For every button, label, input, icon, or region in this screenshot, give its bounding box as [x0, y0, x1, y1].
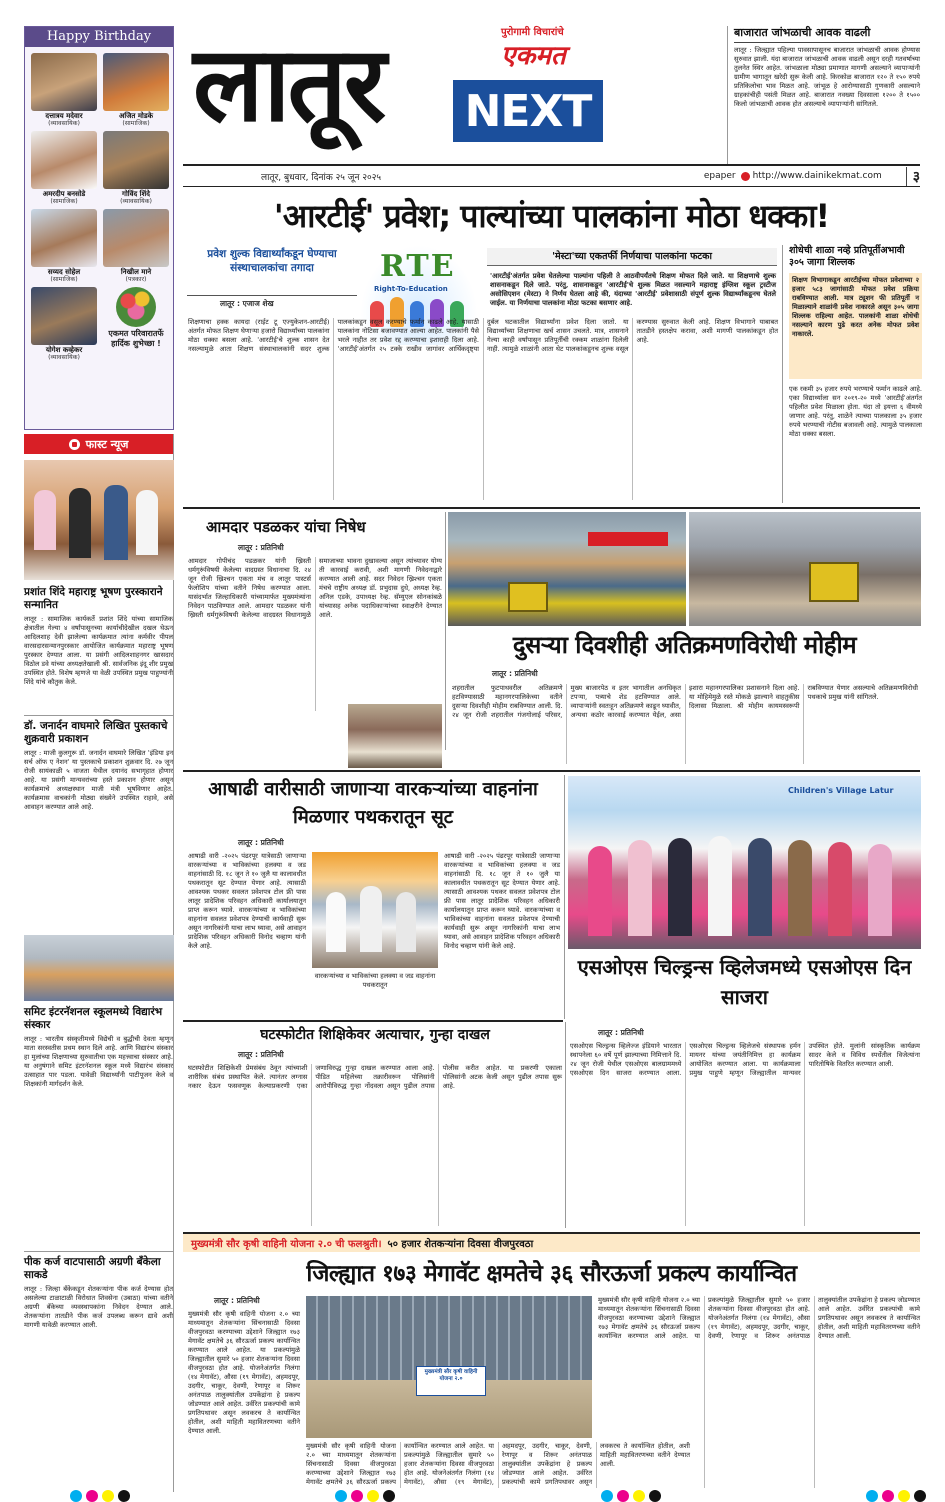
- birthday-name: योगेश कव्हेकर: [45, 346, 83, 354]
- avatar: [31, 131, 97, 189]
- solar-plant-photo: [306, 1296, 592, 1438]
- avatar: [31, 53, 97, 111]
- birthday-name: निखील माने: [120, 268, 152, 276]
- warkari-photo: [312, 852, 438, 968]
- assault-headline: घटस्फोटीत शिक्षिकेवर अत्याचार, गुन्हा दाखल: [260, 1027, 490, 1043]
- sos-headline: एसओएस चिल्ड्रन्स व्हिलेजमध्ये एसओएस दिन साजरा: [577, 955, 912, 1009]
- fast-news-title: फास्ट न्यूज: [85, 437, 129, 451]
- birthday-greeting: [103, 287, 169, 361]
- solar-body-right: मुख्यमंत्री सौर कृषी वाहिनी योजना २.० च्या माध्यमातून शेतकऱ्यांना सिंचनासाठी दिवसा वीजपुरवठा करण्याच्या उद्देशाने जिल्ह्यात १७३ मेगावॅट क्षमतेचे ३६ सौरऊर्जा प्रकल्प कार्यान्वित करण्यात आले आहेत. या प्रकल्पांमुळे जिल्ह्यातील सुमारे ५० हजार शेतकऱ्यांना दिवसा वीजपुरवठा होत आहे. योजनेअंतर्गत निलंगा (१४ मेगावॅट), औसा (१९ मेगावॅट), अहमदपूर, उदगीर, चाकूर, देवणी, रेणापूर व शिरूर अनंतपाळ तालुक्यांतील उपकेंद्रांना हे प्रकल्प जोडण्यात आले आहेत. उर्वरित प्रकल्पांची कामे प्रगतिपथावर असून लवकरच ते कार्यान्वित होतील, अशी माहिती महावितरणच्या वतीने देण्यात आली.: [598, 1296, 920, 1340]
- avatar: [103, 209, 169, 267]
- masthead: [183, 22, 723, 164]
- lead-subhead: प्रवेश शुल्क विद्यार्थ्यांकडून घेण्याचा संस्थाचालकांचा तगादा: [187, 248, 357, 296]
- rte-logo: RTE Right-To-Education: [360, 245, 478, 345]
- award-photo: [24, 460, 174, 580]
- avatar: [31, 287, 97, 345]
- birthday-name: दत्तात्रय मदेवार: [45, 112, 83, 120]
- ashadhi-body-left: आषाढी वारी -२०२५ पंढरपूर यात्रेसाठी जाणाऱ्या वारकऱ्यांच्या व भाविकांच्या हलक्या व जड वाहनांसाठी दि. १८ जून ते १० जुलै या कालावधीत पथकरातून सूट देण्यात येणार आहे. त्यासाठी आवश्यक पथकर सवलत प्रवेशपत्र टोल फ्री पास लातूर प्रादेशिक परिवहन अधिकारी कार्यालयातून प्राप्त करून घ्यावे. वारकऱ्यांच्या व भाविकांच्या वाहनांना सवलत प्रवेशपत्र देण्याची कार्यवाही सुरू असून नागरिकांनी याचा लाभ घ्यावा, असे आवाहन प्रादेशिक परिवहन अधिकारी विनोद चव्हाण यांनी केले आहे.: [188, 852, 306, 950]
- school-photo: [24, 935, 174, 1001]
- encroachment-body: शहरातील फुटपाथवरील अतिक्रमणे हटविण्यासाठी महानगरपालिकेच्या वतीने दुसऱ्या दिवशीही मोहीम राबविण्यात आली. दि. २४ जून रोजी शहरातील गंजगोलाई परिसर, मुख्य बाजारपेठ व इतर भागातील अनधिकृत टपऱ्या, पत्र्याचे शेड हटविण्यात आले. व्यापाऱ्यांनी स्वतःहून अतिक्रमणे काढून घ्यावीत, अन्यथा कठोर कारवाई करण्यात येईल, असा इशारा महानगरपालिका प्रशासनाने दिला आहे. या मोहिमेमुळे रस्ते मोकळे झाल्याने वाहतुकीस दिलासा मिळाला. श्री मोहीम कायमस्वरूपी राबविण्यात येणार असल्याचे अतिक्रमणविरोधी पथकाचे प्रमुख यांनी सांगितले.: [452, 684, 918, 719]
- birthday-role: (सामाजिक): [50, 276, 78, 283]
- ashadhi-byline: लातूर : प्रतिनिधी: [238, 838, 284, 847]
- solar-sign: मुख्यमंत्री सौर कृषी वाहिनी योजना २.०: [416, 1366, 486, 1396]
- solar-byline: लातूर : प्रतिनिधी: [214, 1296, 260, 1305]
- news-body: लातूर : जिल्हा बँकेकडून शेतकऱ्यांना पीक कर्ज देण्यास होत असलेल्या टाळाटाळी विरोधात शिवसेना (उबाठा) यांच्या वतीने अग्रणी बँकेच्या व्यवस्थापकांना निवेदन देण्यात आले. शेतकऱ्यांना तातडीने पीक कर्ज उपलब्ध करून द्यावे अशी मागणी यावेळी करण्यात आली.: [24, 1285, 173, 1329]
- encroachment-headline: दुसऱ्या दिवशीही अतिक्रमणविरोधी मोहीम: [512, 631, 857, 659]
- protest-body: आमदार गोपीचंद पडळकर यांनी ख्रिस्ती धर्मगुरूंविषयी केलेल्या वादग्रस्त विधानाचा दि. २४ जून रोजी ख्रिश्चन एकता मंच व लातूर पास्टर्स फेलोशिप यांच्या वतीने निषेध करण्यात आला. यासंदर्भात जिल्हाधिकारी यांच्यामार्फत मुख्यमंत्र्यांना निवेदन पाठविण्यात आले. आमदार पडळकर यांनी ख्रिस्ती धर्मगुरूंविषयी केलेल्या वादग्रस्त विधानामुळे समाजाच्या भावना दुखावल्या असून त्यांच्यावर योग्य ती कारवाई करावी, अशी मागणी निवेदनाद्वारे करण्यात आली आहे. सदर निवेदन ख्रिश्चन एकता मंचचे राष्ट्रीय अध्यक्ष डॉ. प्रभुदास दुधे, अध्यक्ष रेव्ह. अनिल एडके, उपाध्यक्ष रेव्ह. सॅम्युएल सोनकांबळे यांच्यासह अनेक पदाधिकाऱ्यांच्या स्वाक्षरीने देण्यात आले.: [188, 557, 442, 619]
- birthday-grid: [25, 47, 173, 361]
- page-number: ३: [906, 167, 920, 186]
- avatar: [103, 131, 169, 189]
- dateline-rule: [183, 164, 920, 166]
- protest-byline: लातूर : प्रतिनिधी: [238, 543, 284, 552]
- birthday-name: अमरदीप बनसोडे: [42, 190, 86, 198]
- news-body: लातूर : भारतीय संस्कृतीमध्ये विद्येची व बुद्धीची देवता म्हणून माता सरस्वतीस प्रथम स्थान दिले आहे. आणि विद्यारंभ संस्कार हा मुलांच्या शिक्षणाच्या सुरुवातीचा एक महत्त्वाचा संस्कार आहे. या अनुषंगाने समिट इंटरनॅशनल स्कूल मध्ये विद्यारंभ संस्कार उत्साहात पार पडला. यावेळी विद्यार्थ्यांनी पाटीपूजन केले व शिक्षकांनी मार्गदर्शन केले.: [24, 1035, 173, 1088]
- birthday-role: (व्यावसायिक): [120, 198, 152, 205]
- top-right-story: [727, 26, 920, 166]
- solar-kicker-bar: [183, 1232, 920, 1252]
- protest-headline: आमदार पडळकर यांचा निषेध: [206, 518, 366, 536]
- birthday-person: [31, 287, 97, 361]
- lead-subhead-2: 'मेस्टा'च्या एकतर्फी निर्णयाचा पालकांना फटका: [487, 248, 777, 266]
- protest-photo: [348, 704, 442, 768]
- section-divider: [183, 1020, 563, 1022]
- sos-event-photo: Children's Village Latur: [568, 776, 921, 949]
- section-divider: [183, 507, 920, 509]
- story-body: लातूर : जिल्ह्यात पहिल्या पावसापासूनच बाजारात जांभळाची आवक होण्यास सुरुवात झाली. यंदा बाजारात जांभळाची आवक वाढली असून दरही गतवर्षाच्या तुलनेत स्थिर आहेत. जांभळाला मोठ्या प्रमाणात मागणी असल्याने व्यापाऱ्यांनी ग्रामीण भागातून खरेदी सुरू केली आहे. किरकोळ बाजारात १२० ते १५० रुपये प्रतिकिलोचा भाव मिळत आहे. जांभूळ हे आरोग्यासाठी गुणकारी असल्याने ग्राहकांचीही पसंती मिळत आहे. बाजारात नवख्या दिवसाला १२०० ते १५०० किलो जांभळाची आवक होत असल्याचे व्यापाऱ्यांनी सांगितले.: [734, 46, 920, 108]
- sos-byline: लातूर : प्रतिनिधी: [598, 1028, 644, 1037]
- birthday-role: (व्यावसायिक): [48, 120, 80, 127]
- ashadhi-body-right: आषाढी वारी -२०२५ पंढरपूर यात्रेसाठी जाणाऱ्या वारकऱ्यांच्या व भाविकांच्या हलक्या व जड वाहनांसाठी दि. १८ जून ते १० जुलै या कालावधीत पथकरातून सूट देण्यात येणार आहे. त्यासाठी आवश्यक पथकर सवलत प्रवेशपत्र टोल फ्री पास लातूर प्रादेशिक परिवहन अधिकारी कार्यालयातून प्राप्त करून घ्यावे. वारकऱ्यांच्या व भाविकांच्या वाहनांना सवलत प्रवेशपत्र देण्याची कार्यवाही सुरू असून नागरिकांनी याचा लाभ घ्यावा, असे आवाहन प्रादेशिक परिवहन अधिकारी विनोद चव्हाण यांनी केले आहे.: [444, 852, 560, 950]
- avatar: [103, 53, 169, 111]
- print-registration-marks: [70, 1490, 930, 1502]
- solar-body-mid: मुख्यमंत्री सौर कृषी वाहिनी योजना २.० च्या माध्यमातून शेतकऱ्यांना सिंचनासाठी दिवसा वीजपुरवठा करण्याच्या उद्देशाने जिल्ह्यात १७३ मेगावॅट क्षमतेचे ३६ सौरऊर्जा प्रकल्प कार्यान्वित करण्यात आले आहेत. या प्रकल्पांमुळे जिल्ह्यातील सुमारे ५० हजार शेतकऱ्यांना दिवसा वीजपुरवठा होत आहे. योजनेअंतर्गत निलंगा (१४ मेगावॅट), औसा (१९ मेगावॅट), अहमदपूर, उदगीर, चाकूर, देवणी, रेणापूर व शिरूर अनंतपाळ तालुक्यांतील उपकेंद्रांना हे प्रकल्प जोडण्यात आले आहेत. उर्वरित प्रकल्पांची कामे प्रगतिपथावर असून लवकरच ते कार्यान्वित होतील, अशी माहिती महावितरणच्या वतीने देण्यात आली.: [306, 1442, 690, 1486]
- assault-body: घटस्फोटीत शिक्षिकेशी प्रेमसंबंध ठेवून त्यांच्याशी शारीरिक संबंध प्रस्थापित केले. त्यानंतर लग्नास नकार देऊन फसवणूक केल्याप्रकरणी एका जणाविरुद्ध गुन्हा दाखल करण्यात आला आहे. पीडित महिलेच्या तक्रारीवरून पोलिसांनी आरोपीविरुद्ध गुन्हा नोंदवला असून पुढील तपास पोलीस करीत आहेत. या प्रकरणी एकाला पोलिसांनी अटक केली असून पुढील तपास सुरू आहे.: [188, 1064, 562, 1090]
- solar-body-left: मुख्यमंत्री सौर कृषी वाहिनी योजना २.० च्या माध्यमातून शेतकऱ्यांना सिंचनासाठी दिवसा वीजपुरवठा करण्याच्या उद्देशाने जिल्ह्यात १७३ मेगावॅट क्षमतेचे ३६ सौरऊर्जा प्रकल्प कार्यान्वित करण्यात आले आहेत. या प्रकल्पांमुळे जिल्ह्यातील सुमारे ५० हजार शेतकऱ्यांना दिवसा वीजपुरवठा होत आहे. योजनेअंतर्गत निलंगा (१४ मेगावॅट), औसा (१९ मेगावॅट), अहमदपूर, उदगीर, चाकूर, देवणी, रेणापूर व शिरूर अनंतपाळ तालुक्यांतील उपकेंद्रांना हे प्रकल्प जोडण्यात आले आहेत. उर्वरित प्रकल्पांची कामे प्रगतिपथावर असून लवकरच ते कार्यान्वित होतील, अशी माहिती महावितरणच्या वतीने देण्यात आली.: [188, 1310, 300, 1435]
- fast-news-column: [24, 434, 174, 1492]
- brand-logo: एकमत: [501, 41, 566, 71]
- news-headline: समिट इंटरनॅशनल स्कूलमध्ये विद्यारंभ संस्कार: [24, 1006, 163, 1031]
- news-body: लातूर : सामाजिक कार्यकर्ते प्रशांत शिंदे यांच्या सामाजिक क्षेत्रातील गेल्या ४ वर्षांपासूनच्या कार्याचीदेखील दखल घेऊन आदिलशाह देवी झालेल्या कार्यक्रमात त्यांना कर्मवीर पीपल वारसदारसन्मानपुरस्कार आयोजित कार्यक्रमात महाराष्ट्र भूषण पुरस्कार देण्यात आला. या प्रसंगी आदिलशाहनगर खासदार विठोल डवे यांच्या अध्यक्षतेखाली श्री. सार्वजनिक इंदू शीर प्रमुख उपस्थित होते. विशेष म्हणजे या वेळी उपस्थित प्रमुख पाहुण्यांनी शिंदे यांचे कौतुक केले.: [24, 615, 173, 686]
- sidebar-body: एक रकमी ३५ हजार रुपये भरण्याचे फर्मान काढले आहे. एका विद्यार्थ्याला सन २०१९-२० मध्ये 'आरटीई'अंतर्गत पहिलीत प्रवेश मिळाला होता. यंदा तो इयत्ता ६ वीमध्ये जाणार आहे. परंतु, शाळेने त्याच्या पालकाला ३५ हजार रुपये भरण्याची नोटीस बजावली आहे. त्यामुळे पालकाला मोठा धक्का बसला.: [789, 385, 922, 438]
- brand-tagline: पुरोगामी विचारांचे: [501, 27, 564, 38]
- globe-icon: [741, 172, 750, 181]
- news-headline: पीक कर्ज वाटपासाठी अग्रणी बँकेला साकडे: [24, 1251, 173, 1282]
- birthday-person: [31, 209, 97, 283]
- encroachment-photo-1: [448, 512, 686, 626]
- fast-news-header: [24, 434, 173, 454]
- flower-bouquet-icon: [116, 287, 156, 327]
- warkari-photo-caption: वारकऱ्यांच्या व भाविकांच्या हलक्या व जड वाहनांना पथकरातून: [314, 972, 436, 989]
- birthday-name: सय्यद सोहेल: [47, 268, 81, 276]
- news-body: लातूर : माजी कुलगुरू डॉ. जनार्दन वाघमारे लिखित 'इंडिया इन सर्च ऑफ ए नेशन' या पुस्तकाचे प्रकाशन शुक्रवार दि. २७ जून रोजी सायंकाळी ५ वाजता येथील दयानंद सभागृहात होणार आहे. या प्रसंगी मान्यवरांच्या हस्ते प्रकाशन होणार असून कार्यक्रमाचे अध्यक्षस्थान माजी मंत्री भूषविणार आहेत. कार्यक्रमास वाचकांनी मोठ्या संख्येने उपस्थित राहावे, असे आवाहन करण्यात आले आहे.: [24, 749, 173, 811]
- column-divider: [565, 1022, 566, 1228]
- story-headline: बाजारात जांभळाची आवक वाढली: [734, 26, 920, 43]
- news-headline: प्रशांत शिंदे महाराष्ट्र भूषण पुरस्काराने सन्मानित: [24, 586, 163, 611]
- birthday-person: [103, 209, 169, 283]
- birthday-role: (पत्रकार): [125, 276, 147, 283]
- birthday-name: गोविंद शिंदे: [122, 190, 150, 198]
- section-divider: [183, 770, 920, 772]
- birthday-role: (सामाजिक): [50, 198, 78, 205]
- dateline: लातूर, बुधवार, दिनांक २५ जून २०२५: [261, 172, 382, 183]
- birthday-person: [103, 131, 169, 205]
- sidebar-intro: शिक्षण विभागाकडून आरटीईच्या मोफत प्रवेशाच्या २ हजार ५८३ जागांसाठी मोफत प्रवेश प्रक्रिया राबविण्यात आली. मात्र ट्यूशन फी प्रतिपूर्ती न मिळाल्याने शाळांनी प्रवेश नाकारले असून ३०५ जागा शिल्लक राहिल्या आहेत. पालकांनी शाळा शोधेची नसल्याने कारण पुढे करत अनेक मोफत प्रवेश नाकारले.: [789, 273, 922, 379]
- column-divider: [445, 512, 446, 750]
- sidebar-headline: शोधेची शाळा नव्हे प्रतिपूर्तीअभावी ३०५ जागा शिल्लक: [789, 245, 905, 268]
- birthday-person: [31, 131, 97, 205]
- lead-intro: 'आरटीई'अंतर्गत प्रवेश घेतलेल्या पाल्यांना पहिली ते आठवीपर्यंतचे शिक्षण मोफत दिले जाते. या शिक्षणाचे शुल्क शासनाकडून दिले जाते. परंतु, शासनाकडून 'आरटीई'चे शुल्क मिळत नसल्याने महाराष्ट्र इंग्लिश स्कूल ट्रस्टीज असोसिएशन (मेस्टा) ने निर्णय घेतला आहे की, यंदाच्या 'आरटीई' प्रवेशासाठी संपूर्ण शुल्क विद्यार्थ्यांकडूनच घेतले जाईल. या निर्णयाचा पालकांना मोठा फटका बसणार आहे.: [490, 272, 776, 307]
- birthday-role: (व्यावसायिक): [48, 354, 80, 361]
- encroachment-byline: लातूर : प्रतिनिधी: [492, 669, 538, 678]
- lead-headline: 'आरटीई' प्रवेश; पाल्यांच्या पालकांना मोठा धक्का!: [273, 197, 830, 235]
- birthday-box: [24, 26, 174, 430]
- birthday-header: Happy Birthday: [25, 27, 173, 47]
- solar-kicker: मुख्यमंत्री सौर कृषी वाहिनी योजना २.० ची फलश्रुती।: [191, 1239, 382, 1250]
- avatar: [31, 209, 97, 267]
- news-headline: डॉ. जनार्दन वाघमारे लिखित पुस्तकाचे शुक्रवारी प्रकाशन: [24, 715, 173, 746]
- lead-byline: लातूर : एजाज शेख: [220, 299, 274, 308]
- lead-sidebar: [782, 245, 922, 503]
- dateline-bar: [183, 167, 920, 185]
- solar-headline: जिल्ह्यात १७३ मेगावॅट क्षमतेचे ३६ सौरऊर्जा प्रकल्प कार्यान्वित: [306, 1261, 797, 1287]
- greeting-text: एकमत परिवारातर्फे हार्दिक शुभेच्छा !: [108, 329, 164, 348]
- birthday-role: (सामाजिक): [122, 120, 150, 127]
- next-logo: NEXT: [453, 80, 603, 142]
- solar-kicker-rest: ५० हजार शेतकऱ्यांना दिवसा वीजपुरवठा: [387, 1239, 534, 1250]
- column-divider: [564, 775, 565, 1019]
- masthead-title: लातूर: [193, 23, 384, 145]
- epaper-label: epaper: [703, 171, 736, 181]
- assault-byline: लातूर : प्रतिनिधी: [238, 1050, 284, 1059]
- birthday-name: अजित मोडके: [119, 112, 153, 120]
- dateline-rule: [183, 186, 920, 187]
- lead-body: शिक्षणाचा हक्क कायदा (राईट टू एज्युकेशन-आरटीई) अंतर्गत मोफत शिक्षण घेणाऱ्या हजारो विद्यार्थ्यांच्या पालकांना मोठा धक्का बसला आहे. 'आरटीई'चे शुल्क शासन देत नसल्यामुळे आता शिक्षण संस्थाचालकांनी सदर शुल्क पालकांकडून वसूल करण्याचे फर्मान काढले आहे. यासाठी पालकांना नोटिसा बजावण्यात आल्या आहेत. पालकांनी पैसे भरले नाहीत तर प्रवेश रद्द करण्याचा इशाराही दिला आहे. 'आरटीई'अंतर्गत २५ टक्के राखीव जागांवर आर्थिकदृष्ट्या दुर्बल घटकातील विद्यार्थ्यांना प्रवेश दिला जातो. या विद्यार्थ्यांच्या शिक्षणाचा खर्च शासन उचलते. मात्र, शासनाने गेल्या काही वर्षांपासून प्रतिपूर्तीची रक्कम शाळांना दिलेली नाही. त्यामुळे शाळांनी आता थेट पालकांकडूनच शुल्क वसूल करण्यास सुरुवात केली आहे. शिक्षण विभागाने याबाबत तातडीने हस्तक्षेप करावा, अशी मागणी पालकांकडून होत आहे.: [188, 318, 778, 353]
- sos-body: एसओएस चिल्ड्रन्स व्हिलेज्ज इंडियाने भारतात स्थापनेला ६० वर्षे पूर्ण झाल्याच्या निमित्ताने दि. २४ जून रोजी येथील एसओएस बालग्राममध्ये एसओएस दिन साजरा करण्यात आला. एसओएस चिल्ड्रन्स व्हिलेजचे संस्थापक हर्मन मायनर यांच्या जयंतीनिमित्त हा कार्यक्रम आयोजित करण्यात आला. या कार्यक्रमाला प्रमुख पाहुणे म्हणून जिल्ह्यातील मान्यवर उपस्थित होते. मुलांनी सांस्कृतिक कार्यक्रम सादर केले व विविध स्पर्धेतील विजेत्यांना पारितोषिके वितरित करण्यात आली.: [570, 1042, 920, 1077]
- ashadhi-headline: आषाढी वारीसाठी जाणाऱ्या वारकऱ्यांच्या वाहनांना मिळणार पथकरातून सूट: [208, 779, 538, 828]
- website-link[interactable]: http://www.dainikekmat.com: [752, 171, 882, 181]
- birthday-person: [31, 53, 97, 127]
- birthday-person: [103, 53, 169, 127]
- news-icon: [69, 439, 80, 450]
- encroachment-photo-2: [689, 512, 921, 626]
